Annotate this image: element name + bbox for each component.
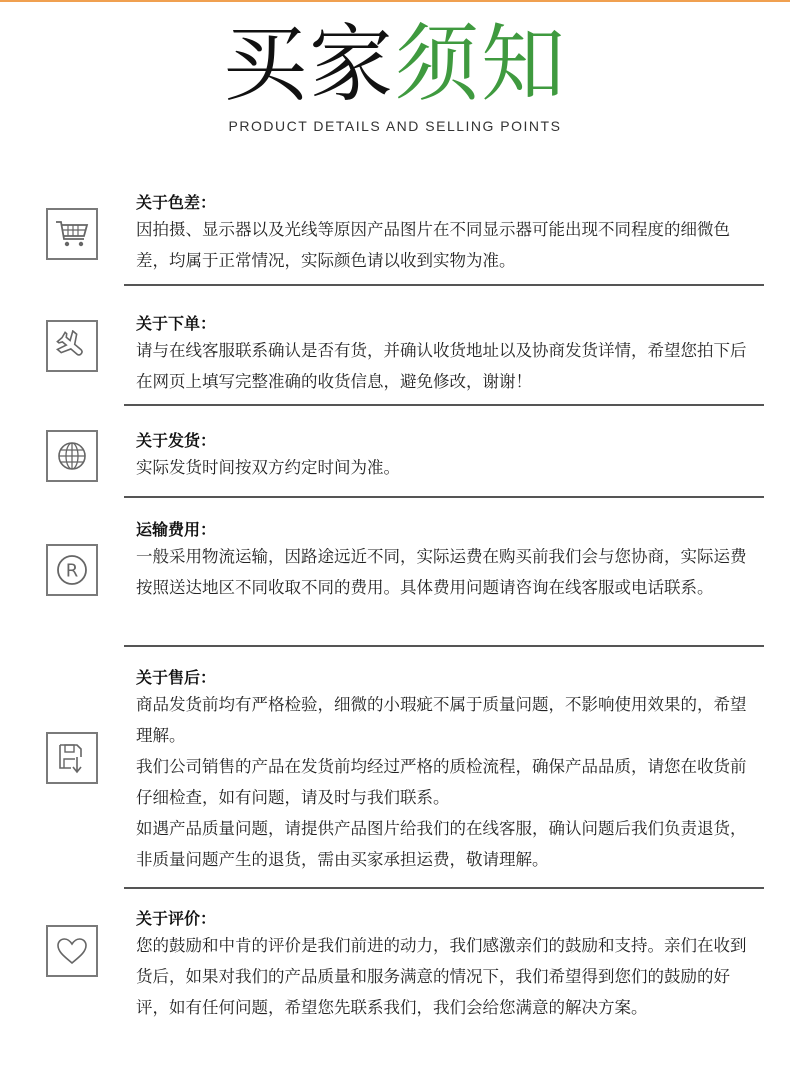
section-divider [124,887,764,889]
title-part-1: 买家 [222,15,395,113]
section-paragraph: 您的鼓励和中肯的评价是我们前进的动力，我们感激亲们的鼓励和支持。亲们在收到货后，如果对我们的产品质量和服务满意的情况下，我们希望得到您们的鼓励的好评，如有任何问题，希望您先联系我们，我们会给您满意的解决方案。 [136,936,747,1017]
section-divider [124,496,764,498]
section-heading-aftersales: 关于售后： [136,668,217,687]
section-divider [124,404,764,406]
airplane-icon [46,320,98,372]
section-paragraph: 商品发货前均有严格检验，细微的小瑕疵不属于质量问题，不影响使用效果的，希望理解。 [136,695,747,745]
page-subtitle: PRODUCT DETAILS AND SELLING POINTS [228,118,562,134]
top-accent-line [0,0,790,2]
section-paragraph: 我们公司销售的产品在发货前均经过严格的质检流程，确保产品品质，请您在收货前仔细检查，如有问题，请及时与我们联系。 [136,757,747,807]
section-heading-freight: 运输费用： [136,520,217,539]
return-box-icon [46,732,98,784]
section-paragraph: 如遇产品质量问题，请提供产品图片给我们的在线客服，确认问题后我们负责退货，非质量问题产生的退货，需由买家承担运费，敬请理解。 [136,819,747,869]
section-heading-reviews: 关于评价： [136,909,217,928]
svg-text:R: R [65,560,79,582]
globe-icon [46,430,98,482]
registered-icon [46,544,98,596]
section-divider [124,284,764,286]
section-paragraph: 一般采用物流运输，因路途远近不同，实际运费在购买前我们会与您协商，实际运费按照送达地区不同收取不同的费用。具体费用问题请咨询在线客服或电话联系。 [136,547,747,597]
section-body-shipping [136,452,748,483]
section-paragraph: 请与在线客服联系确认是否有货，并确认收货地址以及协商发货详情，希望您拍下后在网页上填写完整准确的收货信息，避免修改，谢谢！ [136,341,747,391]
section-divider [124,645,764,647]
section-heading-color: 关于色差： [136,193,217,212]
section-body-color [136,214,748,276]
section-paragraph: 因拍摄、显示器以及光线等原因产品图片在不同显示器可能出现不同程度的细微色差，均属于正常情况，实际颜色请以收到实物为准。 [136,220,730,270]
section-body-aftersales [136,689,748,875]
section-heading-shipping: 关于发货： [136,431,217,450]
title-part-2: 须知 [395,15,568,113]
section-heading-order: 关于下单： [136,314,217,333]
heart-icon [46,925,98,977]
section-body-freight [136,541,748,603]
section-body-order [136,335,748,397]
section-body-reviews [136,930,748,1023]
section-paragraph: 实际发货时间按双方约定时间为准。 [136,458,400,477]
shopping-cart-icon [46,208,98,260]
page-title [0,14,790,114]
